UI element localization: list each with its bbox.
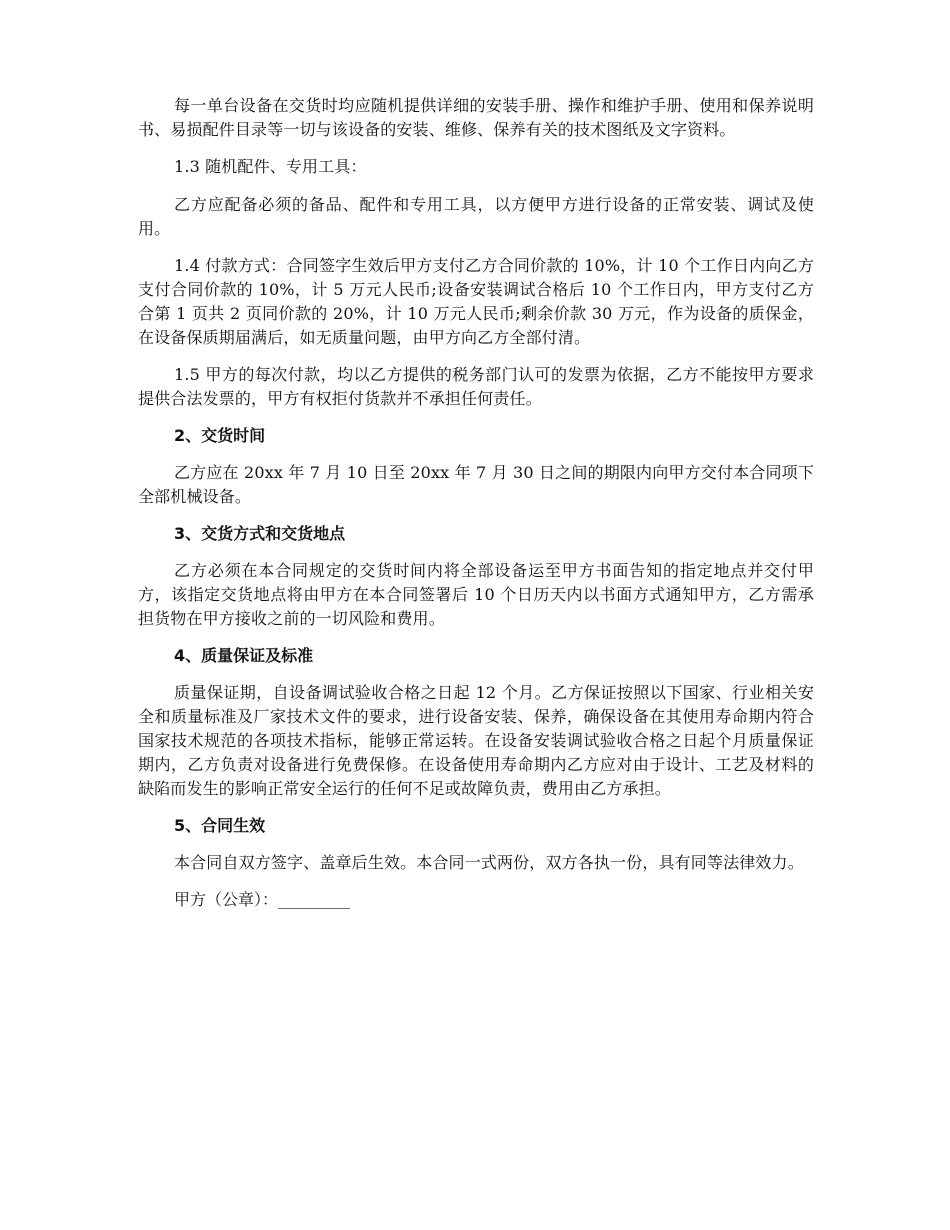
contract-page	[138, 94, 814, 912]
section-heading-delivery-time: 2、交货时间	[174, 426, 266, 445]
clause-1-5-invoice: 1.5 甲方的每次付款，均以乙方提供的税务部门认可的发票为依据，乙方不能按甲方要求提供合法发票的，甲方有权拒付货款并不承担任何责任。	[138, 365, 814, 408]
section-heading-quality: 4、质量保证及标准	[174, 646, 314, 665]
signature-blank: _________	[278, 890, 351, 909]
paragraph-quality: 质量保证期，自设备调试验收合格之日起 12 个月。乙方保证按照以下国家、行业相关安全和质量标准及厂家技术文件的要求，进行设备安装、保养，确保设备在其使用寿命期内符合国家技术规范的各项技术指标，能够正常运转。在设备安装调试验收合格之日起个月质量保证期内，乙方负责对设备进行免费保修。在设备使用寿命期内乙方应对由于设计、工艺及材料的缺陷而发生的影响正常安全运行的任何不足或故障负责，费用由乙方承担。	[138, 683, 814, 798]
paragraph-delivery-method: 乙方必须在本合同规定的交货时间内将全部设备运至甲方书面告知的指定地点并交付甲方，该指定交货地点将由甲方在本合同签署后 10 个日历天内以书面方式通知甲方，乙方需承担货物在甲方接收之前的一切风险和费用。	[138, 561, 814, 628]
clause-1-3-title: 1.3 随机配件、专用工具：	[174, 157, 367, 176]
section-heading-effect: 5、合同生效	[174, 816, 266, 835]
paragraph-effect: 本合同自双方签字、盖章后生效。本合同一式两份，双方各执一份，具有同等法律效力。	[174, 853, 804, 872]
clause-1-4-payment: 1.4 付款方式：合同签字生效后甲方支付乙方合同价款的 10%，计 10 个工作日内向乙方支付合同价款的 10%，计 5 万元人民币;设备安装调试合格后 10 个工作日内，甲方支付乙方合第 1 页共 2 页同价款的 20%，计 10 万元人民币;剩余价款 30 万元，作为设备的质保金，在设备保质期届满后，如无质量问题，由甲方向乙方全部付清。	[138, 256, 814, 347]
paragraph-spare-parts: 乙方应配备必须的备品、配件和专用工具，以方便甲方进行设备的正常安装、调试及使用。	[138, 195, 814, 238]
section-heading-delivery-method: 3、交货方式和交货地点	[174, 524, 346, 543]
paragraph-delivery-time: 乙方应在 20xx 年 7 月 10 日至 20xx 年 7 月 30 日之间的期限内向甲方交付本合同项下全部机械设备。	[138, 463, 814, 506]
paragraph-manuals: 每一单台设备在交货时均应随机提供详细的安装手册、操作和维护手册、使用和保养说明书、易损配件目录等一切与该设备的安装、维修、保养有关的技术图纸及文字资料。	[138, 96, 814, 139]
signature-line-party-a	[138, 888, 814, 912]
signature-label: 甲方（公章）：	[174, 890, 279, 909]
